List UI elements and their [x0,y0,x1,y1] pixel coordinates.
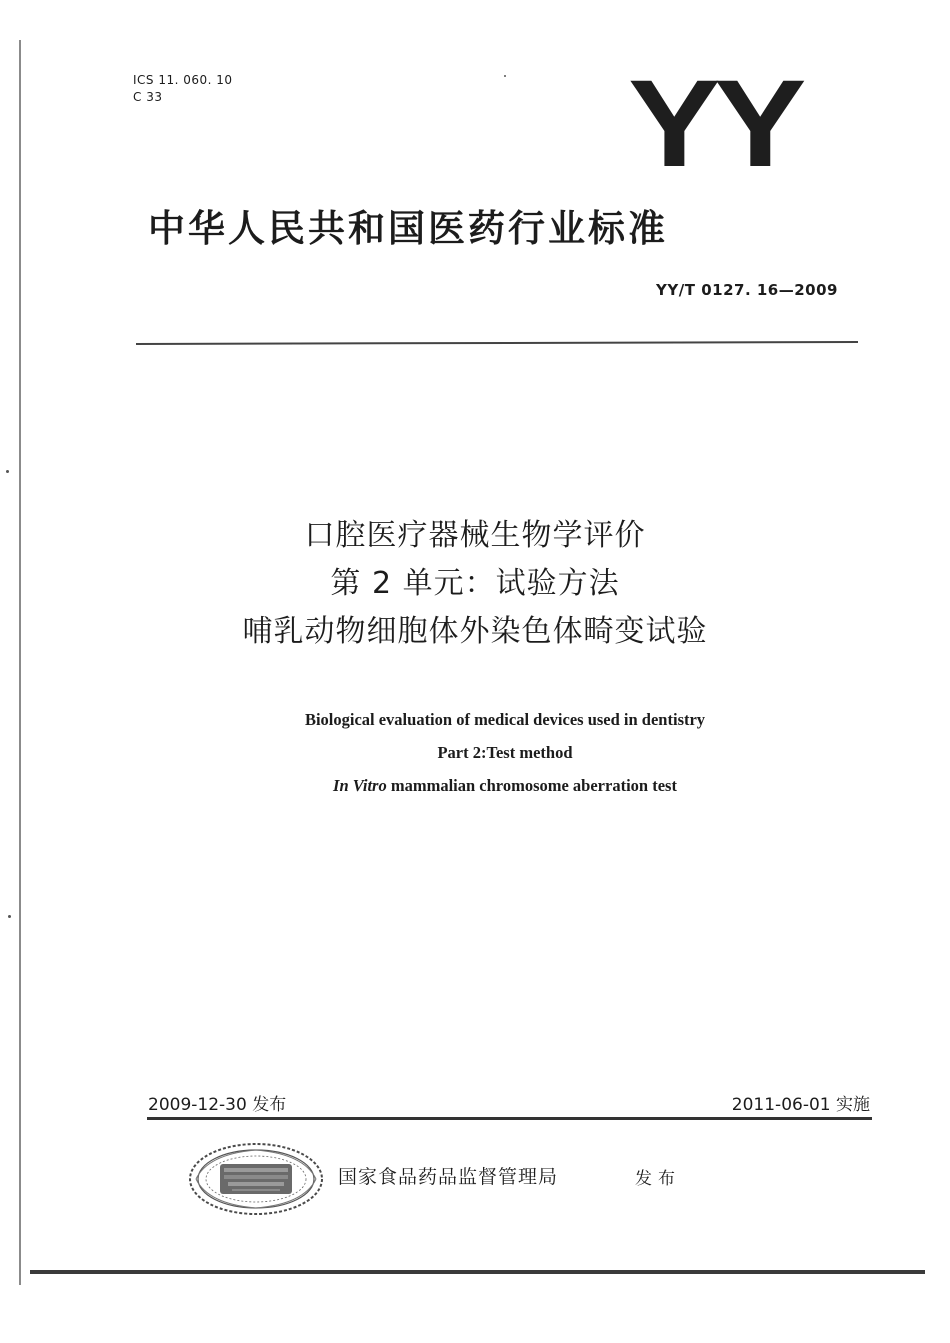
issuer-name: 国家食品药品监督管理局 [338,1166,559,1188]
english-title-italic: In Vitro [333,776,387,795]
chinese-title-line-1: 口腔医疗器械生物学评价 [304,518,646,553]
english-title-line-2: Part 2:Test method [437,743,573,762]
ics-code: ICS 11. 060. 10 [133,73,233,87]
scan-bottom-edge [30,1270,925,1274]
english-title-line-1: Biological evaluation of medical devices used in dentistry [304,710,706,729]
ccs-code: C 33 [133,90,163,104]
publish-date: 2009-12-30 发布 [148,1095,287,1115]
standard-type-title: 中华人民共和国医药行业标准 [148,207,668,250]
scan-left-edge [19,40,21,1285]
scan-speck [8,915,11,918]
yy-logo: YY [628,55,800,193]
top-divider [136,341,858,345]
scan-speck [6,470,9,473]
chinese-title [0,512,950,656]
english-title-rest: mammalian chromosome aberration test [386,776,677,795]
chinese-title-line-3: 哺乳动物细胞体外染色体畸变试验 [242,614,708,649]
english-title-line-3 [0,769,950,802]
english-title [0,703,950,802]
classification-codes [133,72,233,106]
chinese-title-line-2: 第 2 单元：试验方法 [330,566,620,601]
scan-speck [504,75,506,77]
issuer-seal-stamp [188,1142,324,1216]
implement-date: 2011-06-01 实施 [731,1095,870,1115]
bottom-divider [147,1117,872,1120]
issue-label: 发布 [635,1169,681,1189]
standard-number: YY/T 0127. 16—2009 [656,281,838,299]
